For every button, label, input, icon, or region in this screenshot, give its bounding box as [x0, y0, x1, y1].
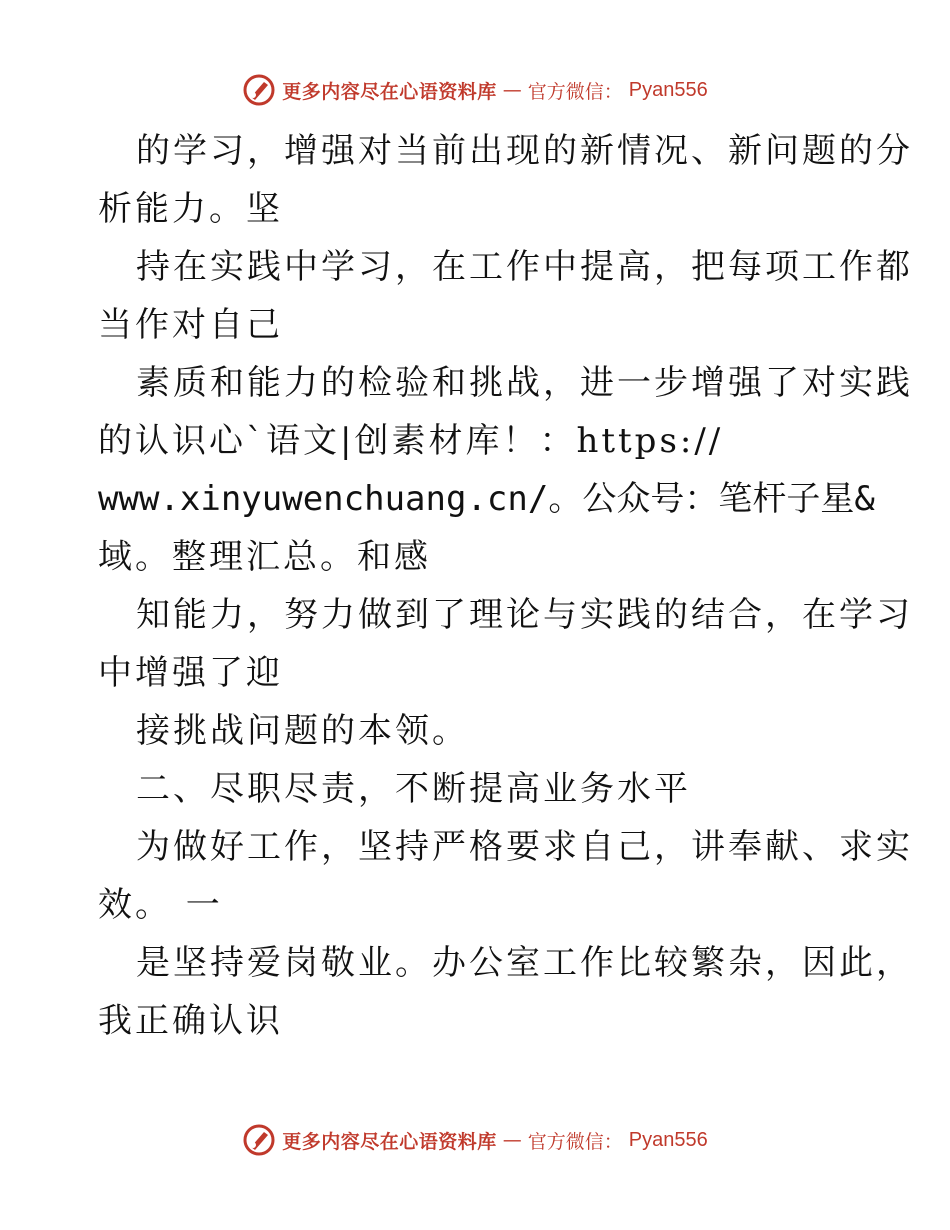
body-line: 析能力。坚 [98, 189, 283, 229]
body-line: 持在实践中学习，在工作中提高，把每项工作都 [136, 247, 913, 287]
body-line-url: www.xinyuwenchuang.cn/。公众号：笔杆子星& [98, 479, 875, 519]
body-line: 接挑战问题的本领。 [136, 711, 469, 751]
watermark-dash: — [502, 1129, 522, 1151]
body-line: 我正确认识 [98, 1001, 283, 1041]
body-line: 素质和能力的检验和挑战，进一步增强了对实践 [136, 363, 913, 403]
watermark-wechat-id: Pyan556 [628, 78, 708, 101]
watermark-wechat-id: Pyan556 [628, 1128, 708, 1151]
body-line: 当作对自己 [98, 305, 283, 345]
watermark-label: 官方微信： [527, 1130, 623, 1153]
watermark-brand: 更多内容尽在心语资料库 [282, 1130, 497, 1153]
watermark-dash: — [502, 79, 522, 101]
body-line: 为做好工作，坚持严格要求自己，讲奉献、求实 [136, 827, 913, 867]
body-line: 知能力，努力做到了理论与实践的结合，在学习 [136, 595, 913, 635]
section-heading: 二、尽职尽责，不断提高业务水平 [136, 769, 691, 809]
footer-watermark [0, 1120, 950, 1160]
watermark-label: 官方微信： [527, 80, 623, 103]
body-line: 的认识心`语文|创素材库！：https:// [98, 421, 724, 461]
body-line: 效。 一 [98, 885, 223, 925]
body-line: 的学习，增强对当前出现的新情况、新问题的分 [136, 131, 913, 171]
header-watermark [0, 70, 950, 110]
document-body [98, 122, 913, 1050]
watermark-brand: 更多内容尽在心语资料库 [282, 80, 497, 103]
body-line: 域。整理汇总。和感 [98, 537, 431, 577]
brand-logo-icon [242, 1123, 276, 1157]
body-line: 中增强了迎 [98, 653, 283, 693]
brand-logo-icon [242, 73, 276, 107]
body-line: 是坚持爱岗敬业。办公室工作比较繁杂，因此， [136, 943, 913, 983]
